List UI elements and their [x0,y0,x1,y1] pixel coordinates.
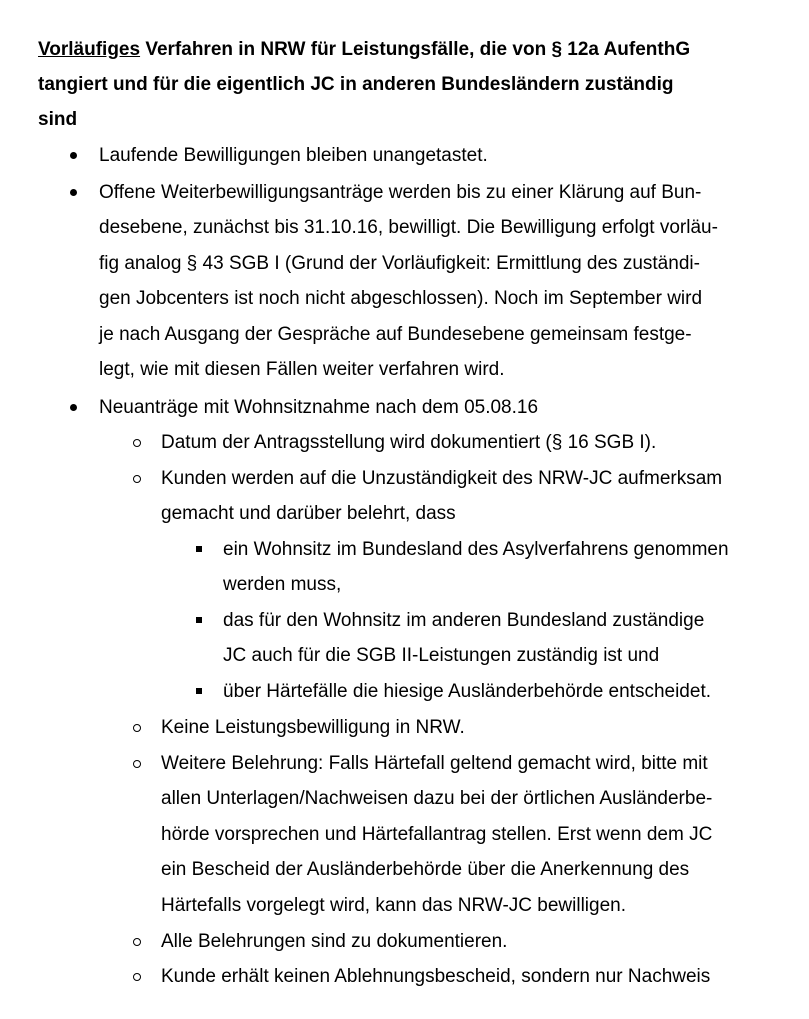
bullet-2-line-2: desebene, zunächst bis 31.10.16, bewilligt. Die Bewilligung erfolgt vorläu- [99,217,718,238]
circle-bullet-icon [133,439,141,447]
heading-line-3: sind [38,109,78,130]
sub-5-text: Alle Belehrungen sind zu dokumentieren. [161,931,508,952]
sub-2-line-2: gemacht und darüber belehrt, dass [161,503,456,524]
bullet-1-text: Laufende Bewilligungen bleiben unangetastet. [99,145,488,166]
subsub-1-line-2: werden muss, [223,574,342,595]
sub-4-line-4: ein Bescheid der Ausländerbehörde über die Anerkennung des [161,859,690,880]
square-bullet-icon [196,688,202,694]
bullet-icon [70,404,77,411]
sub-4-line-2: allen Unterlagen/Nachweisen dazu bei der örtlichen Ausländerbe- [161,788,713,809]
bullet-2-line-6: legt, wie mit diesen Fällen weiter verfahren wird. [99,359,505,380]
sub-4-line-5: Härtefalls vorgelegt wird, kann das NRW-JC bewilligen. [161,895,626,916]
subsub-2-line-2: JC auch für die SGB II-Leistungen zuständig ist und [223,645,660,666]
square-bullet-icon [196,546,202,552]
bullet-2-line-4: gen Jobcenters ist noch nicht abgeschlossen). Noch im September wird [99,288,703,309]
bullet-2-line-1: Offene Weiterbewilligungsanträge werden bis zu einer Klärung auf Bun- [99,182,702,203]
bullet-3-text: Neuanträge mit Wohnsitznahme nach dem 05.08.16 [99,397,539,418]
circle-bullet-icon [133,724,141,732]
sub-1-text: Datum der Antragsstellung wird dokumentiert (§ 16 SGB I). [161,432,657,453]
sub-2-line-1: Kunden werden auf die Unzuständigkeit des NRW-JC aufmerksam [161,468,723,489]
sub-3-text: Keine Leistungsbewilligung in NRW. [161,717,465,738]
circle-bullet-icon [133,973,141,981]
bullet-icon [70,152,77,159]
circle-bullet-icon [133,475,141,483]
sub-6-text: Kunde erhält keinen Ablehnungsbescheid, sondern nur Nachweis [161,966,711,987]
heading-line-1-rest: Verfahren in NRW für Leistungsfälle, die von § 12a AufenthG [140,39,691,60]
subsub-3-text: über Härtefälle die hiesige Ausländerbehörde entscheidet. [223,681,711,702]
heading-underlined-word: Vorläufiges [38,39,141,60]
sub-4-line-1: Weitere Belehrung: Falls Härtefall geltend gemacht wird, bitte mit [161,753,708,774]
bullet-icon [70,189,77,196]
bullet-2-line-3: fig analog § 43 SGB I (Grund der Vorläufigkeit: Ermittlung des zuständi- [99,253,700,274]
document-heading [38,32,798,137]
heading-line-2: tangiert und für die eigentlich JC in anderen Bundesländern zuständig [38,74,674,95]
sub-4-line-3: hörde vorsprechen und Härtefallantrag stellen. Erst wenn dem JC [161,824,713,845]
circle-bullet-icon [133,938,141,946]
subsub-2-line-1: das für den Wohnsitz im anderen Bundesland zuständige [223,610,705,631]
bullet-2-line-5: je nach Ausgang der Gespräche auf Bundesebene gemeinsam festge- [99,324,692,345]
subsub-1-line-1: ein Wohnsitz im Bundesland des Asylverfahrens genommen [223,539,729,560]
square-bullet-icon [196,617,202,623]
circle-bullet-icon [133,760,141,768]
